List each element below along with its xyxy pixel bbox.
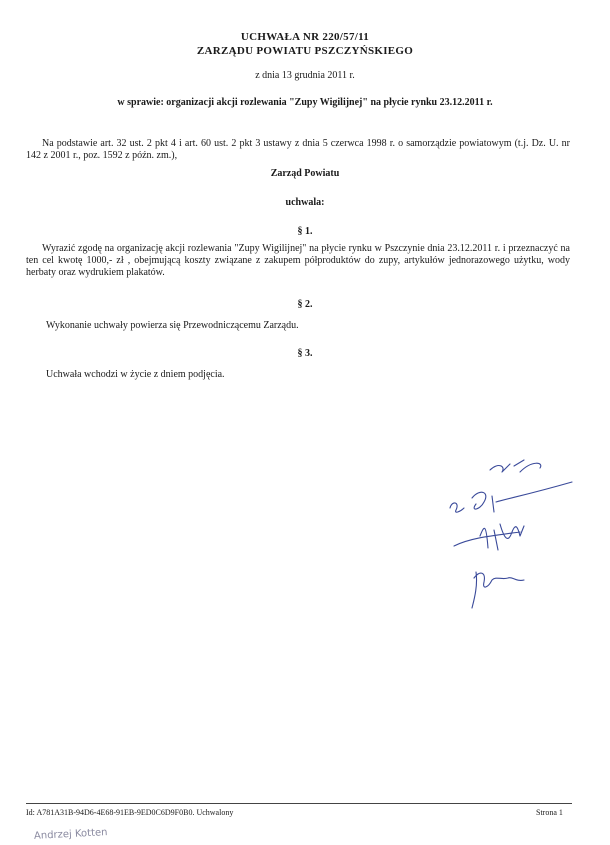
stamp-text: Andrzej Kotten	[33, 827, 108, 842]
resolves-heading: uchwala:	[285, 197, 325, 208]
section-3-text: Uchwała wchodzi w życie z dniem podjęcia.	[46, 369, 225, 380]
signature-initials-top	[490, 460, 541, 472]
resolution-subject: w sprawie: organizacji akcji rozlewania "Zupy Wigilijnej" na płycie rynku 23.12.2011 r.	[117, 97, 493, 108]
signature-second-line	[454, 524, 524, 550]
footer-divider	[26, 803, 572, 804]
resolution-title-prefix: UCHWAŁA NR	[240, 31, 323, 43]
resolution-title	[0, 31, 610, 43]
document-id: Id: A781A31B-94D6-4E68-91EB-9ED0C6D9F0B0. Uchwalony	[26, 808, 234, 817]
resolution-date: z dnia 13 grudnia 2011 r.	[255, 70, 355, 81]
legal-basis: Na podstawie art. 32 ust. 2 pkt 4 i art. 60 ust. 2 pkt 3 ustawy z dnia 5 czerwca 1998 r. o samorządzie powiatowym (t.j. Dz. U. nr 142 z 2001 r., poz. 1592 z późn. zm.),	[26, 138, 570, 161]
section-2-text: Wykonanie uchwały powierza się Przewodniczącemu Zarządu.	[46, 320, 299, 331]
resolution-number: 220/57/11	[322, 31, 370, 43]
signature-third-line	[472, 572, 524, 608]
section-3-mark: § 3.	[297, 348, 313, 359]
handwritten-signatures	[440, 452, 590, 612]
section-1-text: Wyrazić zgodę na organizację akcji rozlewania "Zupy Wigilijnej" na płycie rynku w Pszczynie dnia 23.12.2011 r. i przeznaczyć na ten cel kwotę 1000,- zł , obejmującą koszty związane z zakupem półproduktów do zupy, artykułów jednorazowego użytku, wody herbaty oraz wydrukiem plakatów.	[26, 243, 570, 278]
board-name: Zarząd Powiatu	[270, 168, 340, 179]
issuing-authority: ZARZĄDU POWIATU PSZCZYŃSKIEGO	[196, 45, 414, 57]
signature-first-line	[450, 482, 572, 512]
section-2-mark: § 2.	[297, 299, 313, 310]
page-number: Strona 1	[536, 808, 563, 817]
section-1-mark: § 1.	[297, 226, 313, 237]
